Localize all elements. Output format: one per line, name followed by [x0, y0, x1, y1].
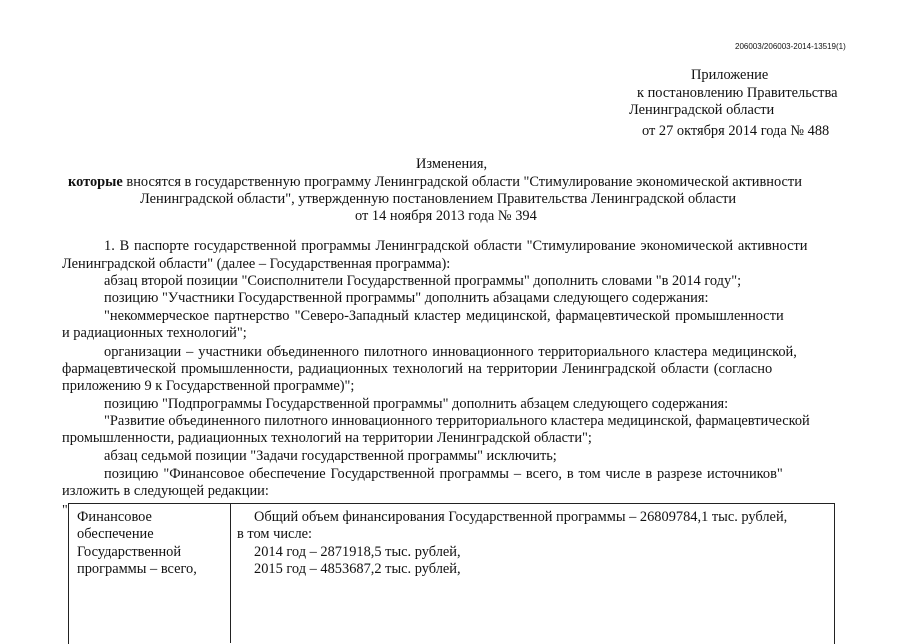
body-line: "Развитие объединенного пилотного инновационного территориального кластера медицинской, фармацевтической	[104, 413, 810, 429]
table-right-line: Общий объем финансирования Государственной программы – 26809784,1 тыс. рублей,	[254, 509, 788, 525]
title-line-2-bold: которые	[68, 174, 123, 190]
table-left-line: обеспечение	[77, 526, 154, 542]
title-line-3: Ленинградской области", утвержденную постановлением Правительства Ленинградской области	[140, 191, 737, 207]
table-column-divider	[230, 503, 231, 643]
appendix-line-3: Ленинградской области	[629, 102, 775, 118]
body-line: фармацевтической промышленности, радиационных технологий на территории Ленинградской области (согласно	[62, 361, 773, 377]
body-line: промышленности, радиационных технологий на территории Ленинградской области";	[62, 430, 592, 446]
table-left-line: Государственной	[77, 544, 182, 560]
title-line-1: Изменения,	[416, 156, 488, 172]
body-line: позицию "Подпрограммы Государственной программы" дополнить абзацем следующего содержания:	[104, 396, 729, 412]
body-line: позицию "Участники Государственной программы" дополнить абзацами следующего содержания:	[104, 290, 709, 306]
body-line: изложить в следующей редакции:	[62, 483, 269, 499]
appendix-line-4: от 27 октября 2014 года № 488	[642, 123, 830, 139]
appendix-line-2: к постановлению Правительства	[637, 85, 838, 101]
appendix-line-1: Приложение	[691, 67, 769, 83]
table-right-line: в том числе:	[237, 526, 313, 542]
body-line: Ленинградской области" (далее – Государственная программа):	[62, 256, 451, 272]
title-line-2	[68, 174, 802, 191]
body-line: абзац седьмой позиции "Задачи государственной программы" исключить;	[104, 448, 557, 464]
table-right-line: 2015 год – 4853687,2 тыс. рублей,	[254, 561, 461, 577]
body-line: 1. В паспорте государственной программы Ленинградской области "Стимулирование экономической активности	[104, 238, 808, 254]
table-left-line: программы – всего,	[77, 561, 197, 577]
title-line-2-rest: вносятся в государственную программу Ленинградской области "Стимулирование экономической активности	[122, 174, 802, 190]
table-left-line: Финансовое	[77, 509, 152, 525]
body-line: приложению 9 к Государственной программе)";	[62, 378, 355, 394]
opening-quote: "	[62, 503, 68, 518]
table-right-line: 2014 год – 2871918,5 тыс. рублей,	[254, 544, 461, 560]
document-code: 206003/206003-2014-13519(1)	[735, 42, 846, 51]
body-line: позицию "Финансовое обеспечение Государственной программы – всего, в том числе в разрезе источников"	[104, 466, 783, 482]
body-line: абзац второй позиции "Соисполнители Государственной программы" дополнить словами "в 2014 году";	[104, 273, 742, 289]
body-line: и радиационных технологий";	[62, 325, 247, 341]
body-line: "некоммерческое партнерство "Северо-Западный кластер медицинской, фармацевтической промышленности	[104, 308, 784, 324]
body-line: организации – участники объединенного пилотного инновационного территориального кластера медицинской,	[104, 344, 797, 360]
title-line-4: от 14 ноября 2013 года № 394	[355, 208, 537, 224]
